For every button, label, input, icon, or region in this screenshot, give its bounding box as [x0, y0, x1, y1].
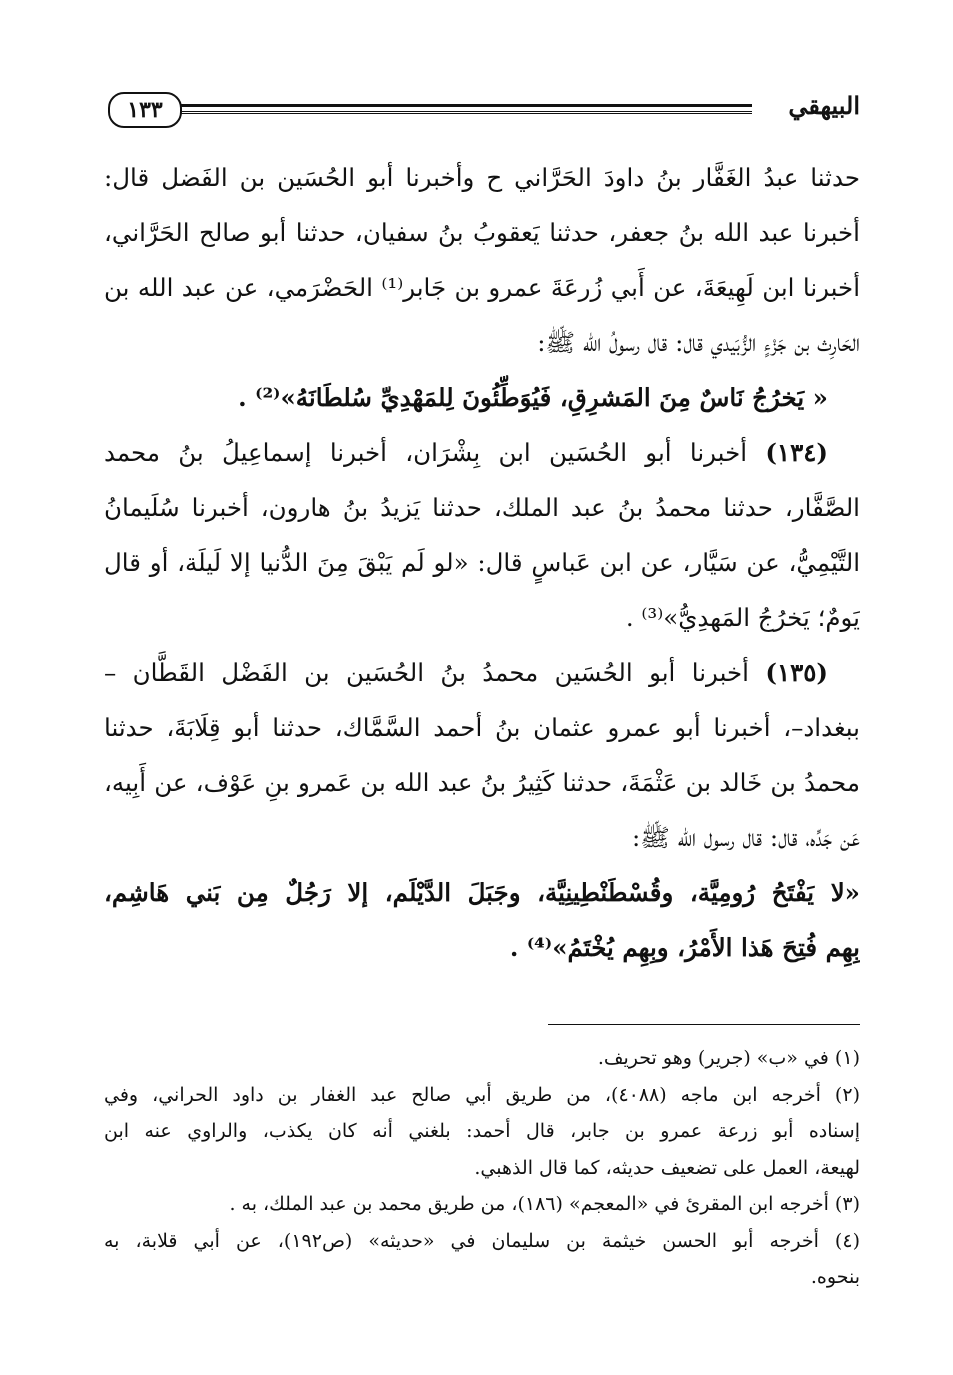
footnote-separator — [548, 1024, 860, 1025]
page-number: ١٣٣ — [108, 92, 182, 128]
footnote-line: إسناده أبو زرعة عمرو بن جابر، قال أحمد: بلغني أنه كان يكذب، والراوي عنه ابن — [104, 1120, 860, 1142]
footnote-line: (١) في «ب» (جرير) وهو تحريف. — [597, 1047, 860, 1069]
running-title: البيهقي — [788, 91, 860, 120]
text-line: عَن جَدِّه، قال: قال رسول الله ﷺ: — [632, 823, 860, 852]
text-line: يَومٌ؛ يَخرُجُ المَهدِيُّ»⁽³⁾ . — [625, 603, 860, 632]
footnote-line: (٣) أخرجه ابن المقرئ في «المعجم» (١٨٦)، من طريق محمد بن عبد الملك، به . — [229, 1193, 860, 1215]
hadith-quote-line: «لا يَفْتَحُ رُومِيَّة، وقُسْطَنْطِينِيَّة، وجَبَلَ الدَّيْلَم، إلا رَجُلٌ مِن بَني هَاشِم، — [104, 878, 860, 907]
hadith-number: (١٣٤) — [765, 438, 828, 467]
main-text — [104, 150, 860, 975]
text-line: الحَارِث بن جَزْءٍ الزُّبَيدي قال: قال رسولُ الله ﷺ: — [537, 328, 860, 357]
text-line: أخبرنا أبو الحُسَين ابن بِشْرَان، أخبرنا إسماعِيلُ بنُ محمد — [104, 438, 748, 467]
footnote-line: بنحوه. — [810, 1266, 860, 1288]
header-rule — [180, 104, 752, 112]
header-rule-thin — [180, 113, 752, 114]
text-line: ببغداد–، أخبرنا أبو عمرو عثمان بنُ أحمد السَّمَّاك، حدثنا أبو قِلَابَةَ، حدثنا — [104, 713, 860, 742]
text-line: أخبرنا ابن لَهِيعَةَ، عن أَبي زُرعَةَ عمرو بن جَابر⁽¹⁾ الحَضْرَمي، عن عبد الله بن — [104, 273, 860, 302]
footnote-line: (٢) أخرجه ابن ماجه (٤٠٨٨)، من طريق أبي صالح عبد الغفار بن داود الحراني، وفي — [104, 1083, 860, 1106]
footnotes — [104, 1040, 860, 1296]
text-line: أخبرنا أبو الحُسَين محمدُ بنُ الحُسَين بن الفَضْل القَطَّان – — [104, 658, 749, 687]
hadith-135-first-line — [104, 645, 860, 700]
hadith-number: (١٣٥) — [765, 658, 829, 687]
text-line: أخبرنا عبد الله بنُ جعفر، حدثنا يَعقوبُ بنُ سفيان، حدثنا أبو صالح الحَرَّاني، — [104, 218, 860, 247]
text-line: التَّيْمِيُّ، عن سَيَّار، عن ابن عَباسٍ قال: «لو لَم يَبْقَ مِنَ الدُّنيا إلا لَيلَة، أو قال — [104, 548, 860, 577]
footnote-line: (٤) أخرجه أبو الحسن خيثمة بن سليمان في «حديثه» (ص١٩٢)، عن أبي قلابة، به — [104, 1229, 860, 1252]
text-line: حدثنا عبدُ الغَفَّار بنُ داودَ الحَرَّاني ح وأخبرنا أبو الحُسَين بن الفَضل قال: — [104, 163, 860, 192]
footnote-line: لهيعة، العمل على تضعيف حديثه، كما قال الذهبي. — [474, 1156, 860, 1179]
text-line: محمدُ بن خَالد بن عَثْمَةَ، حدثنا كَثِيرُ بنُ عبد الله بن عَمرو بنِ عَوْف، عن أَبِيه، — [104, 768, 860, 797]
page-header — [108, 86, 860, 130]
hadith-quote-line: « يَخرُجُ نَاسٌ مِنَ المَشرِقِ، فَيُوَطِّئُونَ لِلمَهْدِيِّ سُلطَانَهُ»⁽²⁾ . — [238, 383, 828, 412]
hadith-quote-line: بِهِم فُتِحَ هَذا الأَمْرُ، وبِهِم يُخْتَمُ»⁽⁴⁾ . — [509, 933, 860, 962]
hadith-134-first-line — [104, 425, 860, 480]
text-line: الصَّفَّار، حدثنا محمدُ بنُ عبد الملك، حدثنا يَزيدُ بنُ هارون، أخبرنا سُلَيمانُ — [104, 493, 860, 522]
